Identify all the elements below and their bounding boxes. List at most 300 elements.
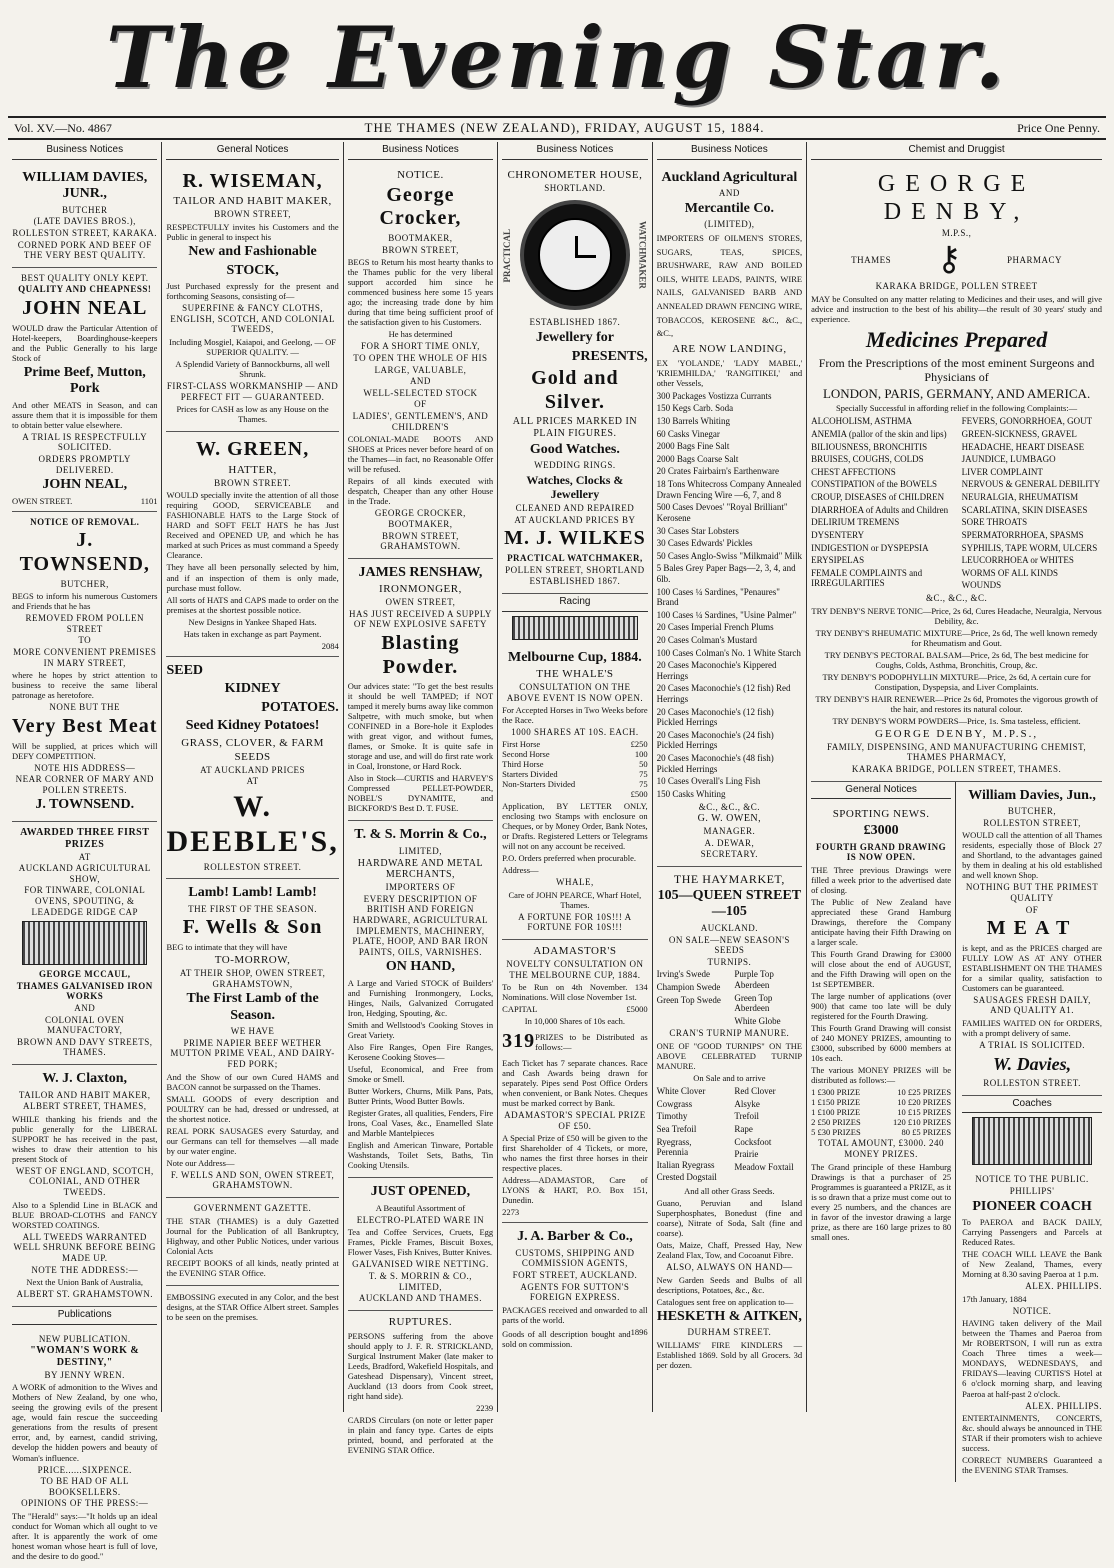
ad-line: CHRONOMETER HOUSE, (507, 168, 643, 181)
ad-body: A Splendid Variety of Bannockburns, all well Shrunk. (175, 358, 330, 379)
seed-item: Irving's Swede (656, 969, 711, 980)
section-header: Publications (12, 1307, 157, 1325)
seed-item: Green Top Swede (656, 994, 721, 1005)
ad-line: New and Fashionable (188, 244, 317, 259)
ad-line: TO-MORROW, (214, 953, 291, 966)
ad-line: PRACTICAL (502, 228, 513, 283)
ad-line: GALVANISED WIRE NETTING. (352, 1259, 489, 1270)
column-3 (344, 142, 498, 1455)
price: Price One Penny. (1017, 120, 1100, 135)
ad-line: ALBERT STREET, THAMES, (23, 1101, 147, 1112)
complaint-item: CROUP, DISEASES of CHILDREN (811, 492, 945, 503)
ad-body: Will be supplied, at prices which will DEFY COMPETITION. (12, 740, 158, 761)
ad-signature: T. & S. MORRIN & CO., LIMITED, (368, 1271, 472, 1292)
ad-line: BOOTMAKER, (388, 232, 453, 243)
ad-line: AT AUCKLAND PRICES (200, 764, 306, 775)
ad-line: FOR A SHORT TIME ONLY, (361, 341, 480, 352)
ad-line: IMPORTERS OF (385, 882, 456, 893)
ad-body: And other MEATS in Season, and can assure them that it is impossible for them to obtain better value elsewhere. (12, 399, 158, 430)
issue-date: THE THAMES (NEW ZEALAND), FRIDAY, AUGUST 15, 1884. (364, 120, 765, 135)
stock-item: 300 Packages Vostizza Currants (656, 390, 772, 401)
ad-line: NEAR CORNER OF MARY AND POLLEN STREETS. (15, 774, 154, 795)
seed-item: Timothy (656, 1111, 688, 1122)
ad-body: TRY DENBY'S PODOPHYLLIN MIXTURE—Price, 2s 6d, A certain cure for Constipation, Dyspepsia, and Liver Complaints. (822, 671, 1091, 692)
ad-line: EVERY DESCRIPTION OF BRITISH AND FOREIGN HARDWARE, AGRICULTURAL IMPLEMENTS, MACHINERY, PLATE, HOOP, AND BAR IRON PAINTS, OILS, VARNISHES. (352, 893, 489, 957)
ad-body: Address— (502, 865, 539, 876)
column-6 (807, 142, 1106, 1476)
stock-item: 2000 Bags Fine Salt (656, 441, 730, 452)
ad-line: TAILOR AND HABIT MAKER, (18, 1089, 151, 1100)
ad-body: A Large and Varied STOCK of Builders' and Furnishing Ironmongery, Locks, Hinges, Nails, Galvanized Corrugated Iron, Hedging, Spouting, &c. (347, 977, 494, 1018)
row-cell: Starters Divided (502, 769, 558, 780)
ad-title: M. J. WILKES (504, 527, 646, 550)
ad-signature: WHALE, (556, 877, 594, 888)
ad-line: AT (246, 776, 259, 787)
ad-line: DURHAM STREET. (687, 1327, 772, 1338)
ad-line: MORE CONVENIENT PREMISES IN MARY STREET, (13, 647, 157, 668)
row-cell: 5 £30 PRIZES (811, 1127, 861, 1138)
ad-body: P.O. Orders preferred when procurable. (502, 853, 636, 864)
stock-item: 20 Cases Maconochie's (12 fish) Pickled Herrings (656, 706, 774, 728)
ad-line: BUTCHER, (60, 578, 109, 589)
seed-item: Purple Top Aberdeen (734, 969, 774, 990)
ad-body: Also to a Splendid Line in BLACK and BLUE BROAD-CLOTHS and FANCY WORSTED COATINGS. (12, 1199, 158, 1230)
complaint-item: NEURALGIA, RHEUMATISM (961, 492, 1079, 503)
ad-body: Prices for CASH as low as any House on the Thames. (176, 404, 329, 425)
ad-line: POTATOES. (261, 699, 339, 715)
ad-ruptures (348, 1311, 493, 1462)
row-cell: Third Horse (502, 759, 544, 770)
ad-line: BROWN STREET, (382, 244, 459, 255)
ad-line: FOR TINWARE, COLONIAL OVENS, SPOUTING, & LEADEDGE RIDGE CAP (24, 885, 146, 917)
ad-line: REMOVED FROM POLLEN STREET (25, 613, 144, 634)
row-cell: 10 £15 PRIZES (897, 1107, 952, 1118)
stock-item: 150 Casks Whiting (656, 788, 726, 799)
ad-number: 2084 (321, 640, 339, 651)
section-header: General Notices (811, 782, 951, 800)
column-4 (498, 142, 652, 1412)
prize-row (502, 779, 647, 789)
complaint-item: CONSTIPATION of the BOWELS (811, 479, 938, 490)
ad-crocker (348, 164, 493, 559)
ad-body: Goods of all description bought and sold on commission. (502, 1328, 631, 1349)
ad-auckland-agricultural (657, 164, 802, 867)
ad-line: NONE BUT THE (49, 702, 121, 713)
ad-haymarket (657, 867, 802, 1377)
ad-pioneer-coach (962, 1169, 1102, 1482)
ad-line: Good Watches. (529, 441, 620, 457)
row-cell: 120 £10 PRIZES (892, 1117, 952, 1128)
ad-body: THE COACH WILL LEAVE the Bank of New Zealand, Thames, every Morning at 8.30 saving Paeroa at 1 p.m. (962, 1249, 1103, 1280)
ad-line: OWEN STREET. (12, 495, 73, 506)
ad-body: Register Grates, all qualities, Fenders, Fire Irons, Coal Vases, &c., Enamelled Slate and Marble Mantelpieces (347, 1108, 494, 1139)
ad-number: 1101 (140, 495, 158, 506)
row-cell: 100 (634, 749, 648, 760)
ad-signature: W. Davies, (992, 1053, 1072, 1074)
stock-item: 10 Cases Overall's Ling Fish (656, 776, 761, 787)
ad-line: ADAMASTOR'S SPECIAL PRIZE OF £50. (504, 1110, 646, 1131)
ad-william-davies (12, 164, 157, 268)
ad-line: THE FIRST OF THE SEASON. (188, 903, 318, 914)
ad-signature: JOHN NEAL, (42, 477, 128, 493)
ad-title: J. TOWNSEND, (19, 529, 150, 575)
ad-line: OF (1025, 904, 1039, 915)
ad-line: AUCKLAND. (700, 922, 758, 933)
ad-body: SMALL GOODS of every description and POULTRY can be had, dressed or undressed, at the shortest notice. (166, 1093, 339, 1124)
ad-wells (166, 879, 338, 1198)
complaint-item: BILIOUSNESS, BRONCHITIS (811, 441, 928, 452)
ad-title: George Crocker, (379, 183, 462, 230)
stove-illustration (22, 921, 147, 965)
ad-line: A TRIAL IS SOLICITED. (979, 1040, 1086, 1051)
stock-item: 20 Crates Fairbairn's Earthenware (656, 466, 779, 477)
key-icon: ⚷ (936, 241, 962, 279)
ad-line: ROLLESTON STREET. (203, 861, 302, 872)
ad-line: SEED (166, 662, 204, 678)
ad-line: STOCK, (226, 262, 279, 278)
ad-title: GEORGE MCCAUL, (38, 969, 131, 980)
ad-whale (502, 644, 647, 940)
ad-title: Mercantile Co. (684, 200, 774, 216)
ad-line: BROWN STREET. (214, 477, 291, 488)
ad-line: WE HAVE (230, 1026, 275, 1037)
ad-line: PRESENTS, (571, 348, 648, 364)
ad-line: OF (414, 399, 427, 410)
ad-line: CAPITAL (502, 1004, 538, 1015)
ad-body: ONE OF "GOOD TURNIPS" ON THE ABOVE CELEBRATED TURNIP MANURE. (656, 1041, 803, 1072)
ad-line: HARDWARE AND METAL MERCHANTS, (357, 857, 484, 881)
ad-body: RESPECTFULLY invites his Customers and the Public in general to inspect his (166, 221, 339, 242)
ad-line: F. WELLS AND SON, OWEN STREET, GRAHAMSTOWN. (170, 1169, 335, 1191)
complaint-item: ERYSIPELAS (811, 555, 865, 566)
ad-body: Tea and Coffee Services, Cruets, Egg Frames, Pickle Frames, Biscuit Boxes, Flower Vases, Fish Knives, Butter Knives. (347, 1227, 494, 1258)
ad-line: BEST QUALITY ONLY KEPT. (20, 272, 149, 283)
seed-list-left (657, 968, 725, 1027)
stock-item: 20 Cases Colman's Mustard (656, 635, 758, 645)
ad-line: PHARMACY (1007, 254, 1063, 265)
ad-body: Oats, Maize, Chaff, Pressed Hay, New Zealand Flax, Tow, and Cocoanut Fibre. (656, 1240, 803, 1261)
ad-body: EX 'YOLANDE,' 'LADY MABEL,' 'KRIEMHILDA,' 'RANGITIKEI,' and other Vessels, (656, 357, 803, 388)
ad-line: LIMITED, (398, 845, 443, 856)
ad-title: 105—QUEEN STREET—105 (657, 887, 802, 920)
ad-line: TURNIPS. (707, 956, 752, 967)
ad-body: Care of JOHN PEARCE, Wharf Hotel, Thames. (508, 889, 642, 910)
ad-morrin (348, 821, 493, 1178)
prize-list (811, 1087, 951, 1137)
ad-line: &C., &C., &C. (698, 801, 760, 812)
stock-item: 130 Barrels Whiting (656, 416, 730, 427)
ad-line: Seed Kidney Potatoes! (185, 718, 320, 734)
ad-body: Next the Union Bank of Australia, (26, 1277, 144, 1288)
row-cell: 1 £300 PRIZE (811, 1087, 861, 1098)
ad-body: The Grand principle of these Hamburg Drawings is that a purchaser of 25 Programmes is guaranteed a PRIZE, as it is so drawn that a prize must come out to every 25 numbers, and the chances are in favor of the investor drawing a large prize, as there are 160 large prizes to 80 small ones. (811, 1161, 952, 1242)
ad-title: Blasting Powder. (381, 632, 460, 678)
stock-item: 30 Cases Edwards' Pickles (656, 538, 753, 549)
complaint-item: LIVER COMPLAINT (961, 466, 1043, 477)
complaint-item: LEUCORRHOEA or WHITES (961, 555, 1074, 566)
ad-body: The Public of New Zealand have appreciated these Grand Hamburg Drawings, therefore the Company anticipate having their Fifth Drawing on a larger scale. (811, 897, 952, 948)
ad-signature: G. W. OWEN, (697, 813, 762, 825)
ad-townsend (12, 512, 157, 822)
masthead (8, 6, 1106, 116)
ad-body: For Accepted Horses in Two Weeks before the Race. (502, 705, 648, 726)
clock-icon (520, 200, 630, 310)
ad-body: Repairs of all kinds executed with despatch, Cheaper than any other House in the Trade. (347, 476, 494, 507)
ad-line: From the Prescriptions of the most eminent Surgeons and Physicians of (818, 355, 1095, 384)
ad-line: HATTER, (228, 463, 277, 476)
ad-line: NOTICE. (1012, 1305, 1052, 1316)
ad-body: He has determined (388, 329, 453, 340)
column-5 (653, 142, 807, 1412)
ad-line: AUCKLAND AND THAMES. (358, 1293, 482, 1304)
ad-line: KARAKA BRIDGE, POLLEN STREET, THAMES. (851, 763, 1062, 774)
stock-item: 20 Cases Maconochie's (48 fish) Pickled Herrings (656, 753, 774, 774)
ad-body: Our advices state: "To get the best results it should be well TAMPED; if NOT tamped it merely burns away like common Saltpetre, with much smoke, but when CONFINED in a Bore-hole it Explodes with great vigor, and without fumes, flames, or Smoke. It is quite safe in storage and use, and will do first rate work in Coal, Ironstone, or Hard Rock. (347, 681, 494, 772)
ad-line: BROWN STREET, GRAHAMSTOWN. (380, 530, 461, 552)
ad-line: (LATE DAVIES BROS.), (33, 216, 136, 227)
ad-line: THAMES (851, 254, 892, 265)
ad-title: 319 (502, 1030, 536, 1053)
ad-line: AND (74, 1002, 96, 1013)
ad-body: This Fourth Grand Drawing for £3000 will close about the end of AUGUST, and the Fifth Drawing will open on the 1st SEPTEMBER. (811, 949, 952, 990)
seed-item: Cocksfoot (734, 1136, 772, 1147)
ad-line: TAILOR AND HABIT MAKER, (173, 195, 332, 208)
row-cell: 1 £100 PRIZE (811, 1107, 861, 1118)
section-header: Business Notices (657, 142, 802, 160)
ad-line: AND (409, 376, 431, 387)
row-cell: 1 £150 PRIZE (811, 1097, 861, 1108)
ad-line: SUPERFINE & FANCY CLOTHS, ENGLISH, SCOTCH, AND COLONIAL TWEEDS, (170, 303, 335, 335)
prize-row (502, 739, 647, 749)
ad-signature: A. DEWAR, (704, 837, 755, 848)
ad-line: OPINIONS OF THE PRESS:— (21, 1498, 149, 1509)
ad-body: BEG to intimate that they will have (166, 941, 288, 952)
ad-body: New Designs in Yankee Shaped Hats. (188, 616, 317, 627)
stock-item: 30 Cases Star Lobsters (656, 525, 739, 536)
ad-line: ESTABLISHED 1867. (529, 317, 621, 328)
ad-line: FORT STREET, AUCKLAND. (512, 1270, 638, 1281)
ad-number: 1896 (630, 1326, 648, 1337)
ad-line: AT (78, 851, 91, 862)
ad-line: 1000 SHARES AT 10S. EACH. (511, 727, 639, 738)
ad-line: NOTE HIS ADDRESS— (34, 762, 136, 773)
seed-item: Italian Ryegrass (656, 1159, 715, 1170)
ad-body: REAL PORK SAUSAGES every Saturday, and our Germans can tell for themselves —all made by our water engine. (166, 1125, 339, 1156)
ad-adamastor (502, 940, 647, 1223)
ad-line: NOTICE. (397, 168, 444, 181)
columns (8, 142, 1106, 1562)
ad-body: Guano, Peruvian and Island Superphosphates, Bonedust (fine and coarse), Nitrate of Soda, Salt (fine and coarse). (656, 1198, 803, 1239)
ad-body: CARDS Circulars (on note or letter paper in plain and fancy type. Cartes de eipts printed, bound, and perforated at the EVENING STAR Office. (347, 1414, 494, 1455)
ad-title: Medicines Prepared (865, 326, 1048, 352)
ad-body: The "Herald" says:—"It holds up an ideal conduct for Woman which all ought to ve after. It is apparently the work of ome honest woman whose heart is full of love, and the desire to do good." (12, 1510, 158, 1562)
section-header: Racing (502, 594, 647, 612)
ad-line: A TRIAL IS RESPECTFULLY SOLICITED. (22, 431, 148, 453)
ad-line: THAMES GALVANISED IRON WORKS (16, 980, 153, 1002)
ad-line: ELECTRO-PLATED WARE IN (356, 1214, 485, 1225)
ad-body: is kept, and as the PRICES charged are FULLY LOW AS AT ANY OTHER ESTABLISHMENT ON THE THAMES for a similar quality, satisfaction to Customers can be guaranteed. (962, 942, 1103, 993)
coach-illustration (972, 1117, 1092, 1165)
ad-line: PHILLIPS' (1009, 1185, 1055, 1196)
ad-signature: ALEX. PHILLIPS. (1025, 1400, 1103, 1411)
row-cell: Non-Starters Divided (502, 779, 576, 790)
ad-title: Gold and Silver. (531, 367, 619, 413)
ad-body: In 10,000 Shares of 10s each. (524, 1016, 626, 1027)
complaint-item: FEMALE COMPLAINTS and IRREGULARITIES (811, 567, 923, 589)
ad-mccaul (12, 822, 157, 1065)
ad-title: JOHN NEAL (22, 297, 148, 320)
ad-body: HAVING taken delivery of the Mail between the Thames and Paeroa from Mr ROBERTSON, I will run as extra Coach Three times a week—MONDAYS, WEDNESDAYS, and FRIDAYS—leaving CURTIS'S Hotel at 6 o'clock morning sharp, and leaving Paeroa at half-past 2 o'clock. (962, 1318, 1103, 1399)
ad-body: EMBOSSING executed in any Color, and the best designs, at the STAR Office Albert street. Samples to be seen on the premises. (166, 1291, 339, 1322)
ad-body: Application, BY LETTER ONLY, enclosing two Stamps with enclosure on Cheques, or by Money Order, Bank Notes, or Drafts. Registered Letters or Telegrams will not on any account be received. (502, 801, 648, 852)
ad-line: NOVELTY CONSULTATION ON THE MELBOURNE CUP, 1884. (506, 959, 644, 980)
seed-item: Alsyke (734, 1098, 760, 1109)
ad-title: W. DEEBLE'S, (166, 789, 339, 859)
row-cell: £250 (630, 739, 648, 750)
stock-item: 20 Cases Maconochie's (24 fish) Pickled Herrings (656, 729, 774, 751)
ad-line: ALL PRICES MARKED IN PLAIN FIGURES. (512, 416, 638, 439)
prize-list (502, 739, 647, 789)
ad-line: COLONIAL OVEN MANUFACTORY, (45, 1014, 125, 1036)
seed-item: Cowgrass (656, 1098, 693, 1109)
section-header: Business Notices (502, 142, 647, 160)
ad-title: "WOMAN'S WORK & DESTINY," (30, 1345, 140, 1368)
ad-body: And the Show of our own Cured HAMS and BACON cannot be surpassed on the Thames. (166, 1071, 339, 1092)
ad-title: Very Best Meat (12, 714, 158, 737)
ad-line: £3000 (863, 823, 899, 839)
ad-davies-jun (962, 782, 1102, 1096)
ad-line: FOURTH GRAND DRAWING IS NOW OPEN. (816, 841, 947, 863)
ad-line: SEEDS (234, 750, 271, 763)
ad-line: BROWN AND DAVY STREETS, THAMES. (16, 1036, 153, 1058)
seed-item: Prairie (734, 1149, 759, 1160)
ad-title: Melbourne Cup, 1884. (508, 649, 642, 665)
ad-signature: ALEX. PHILLIPS. (1025, 1281, 1103, 1292)
column-2 (162, 142, 343, 1412)
stock-item: 20 Cases Maconochie's Kippered Herrings (656, 660, 777, 681)
ad-wilkes (502, 164, 647, 594)
ad-line: ROLLESTON STREET, (983, 817, 1081, 828)
stock-item: 18 Tons Whitecross Company Annealed Drawn Fencing Wire —6, 7, and 8 (656, 479, 802, 500)
stock-item: 100 Cases ¼ Sardines, "Usine Palmer" (656, 609, 797, 620)
ad-line: BY JENNY WREN. (44, 1369, 125, 1380)
ad-body: COLONIAL-MADE BOOTS AND SHOES at Prices never before heard of on the Thames—in fact, no Reasonable Offer will be refused. (347, 434, 494, 475)
ad-line: NOTICE OF REMOVAL. (30, 516, 140, 527)
stock-item: 2000 Bags Coarse Salt (656, 453, 739, 464)
ad-claxton (12, 1065, 157, 1307)
ad-line: ORDERS PROMPTLY DELIVERED. (38, 454, 131, 475)
ad-line: GRASS, CLOVER, & FARM (181, 736, 324, 749)
ad-line: NOTE THE ADDRESS:— (31, 1264, 139, 1275)
ad-body: WILLIAMS' FIRE KINDLERS —Established 1869. Sold by all Grocers. 3d per dozen. (656, 1339, 803, 1370)
ad-body: Address—ADAMASTOR, Care of LYONS & HART, P.O. Box 151, Dunedin. (502, 1175, 648, 1206)
ad-line: ROLLESTON STREET. (983, 1077, 1081, 1088)
complaint-item: SYPHILIS, TAPE WORM, ULCERS (961, 542, 1098, 553)
ad-line: NOTHING BUT THE PRIMEST QUALITY (965, 882, 1099, 903)
row-cell: Second Horse (502, 749, 550, 760)
complaint-item: GREEN-SICKNESS, GRAVEL (961, 429, 1077, 440)
ad-body: A Beautiful Assortment of (375, 1202, 466, 1213)
ad-line: £5000 (626, 1004, 648, 1015)
ad-line: AT THEIR SHOP, OWEN STREET, GRAHAMSTOWN, (179, 967, 326, 989)
ad-line: POLLEN STREET, SHORTLAND (505, 564, 645, 575)
ad-line: Jewellery for (535, 329, 614, 345)
ad-body: PERSONS suffering from the above should apply to J. F. R. STRICKLAND, Surgical Instrument Maker (late maker to Leeds, Bradford, Wakefield Hospitals, and Gateshead Dispensary), Vincent street, Auckland (13 doors from Cook street, right hand side). (347, 1330, 494, 1401)
ad-line: A FORTUNE FOR 10S!!! A FORTUNE FOR 10S!!! (518, 911, 632, 933)
ad-line: LONDON, PARIS, GERMANY, AND AMERICA. (822, 386, 1091, 402)
ad-body: To be Run on 4th November. 134 Nominations. Will close November 1st. (502, 982, 648, 1003)
ad-body: PRIZES to be Distributed as follows:— (535, 1032, 648, 1053)
ad-body: TRY DENBY'S HAIR RENEWER—Price 2s 6d, Promotes the vigorous growth of the hair, and restores its natural colour. (815, 693, 1098, 714)
row-cell: 2 £50 PRIZES (811, 1117, 861, 1128)
ad-title: ADAMASTOR'S (533, 945, 617, 958)
ad-title: Lamb! Lamb! Lamb! (188, 885, 317, 901)
ad-title: T. & S. Morrin & Co., (354, 827, 487, 843)
ad-line: (LIMITED), (704, 219, 755, 230)
ad-body: The large number of applications (over 900) that came too late will be duly registered for the Fourth Drawing. (811, 991, 952, 1022)
ad-sporting-news (811, 803, 951, 1248)
seed-list-left (657, 1085, 725, 1184)
prize-row (811, 1127, 951, 1137)
prize-row (811, 1097, 951, 1107)
ad-line: WEST OF ENGLAND, SCOTCH, COLONIAL, AND OTHER TWEEDS. (15, 1165, 154, 1198)
volume-number: Vol. XV.—No. 4867 (14, 120, 112, 135)
stock-item: 100 Cases ¼ Sardines, "Penaures" Brand (656, 586, 780, 608)
complaint-item: NERVOUS & GENERAL DEBILITY (961, 479, 1101, 490)
ad-body: The various MONEY PRIZES will be distributed as follows:— (811, 1065, 952, 1086)
ad-body: This Fourth Grand Drawing will consist of 240 MONEY PRIZES, amounting to £3000, subscribed by 6000 members at 10s each. (811, 1023, 952, 1064)
ad-title: RUPTURES. (388, 1315, 453, 1328)
ad-deeble (166, 657, 338, 880)
ad-title: THE HAYMARKET, (673, 871, 785, 886)
ad-body: Including Mosgiel, Kaiapoi, and Geelong, — OF SUPERIOR QUALITY. — (169, 336, 337, 357)
ad-wiseman (166, 164, 338, 432)
ad-barber (502, 1223, 647, 1356)
ad-body: THE STAR (THAMES) is a duly Gazetted Journal for the Publication of all Bankruptcy, Highway, and other Public Notices, under various Colonial Acts (166, 1215, 339, 1256)
ad-line: TO (78, 635, 92, 646)
seed-item: White Clover (656, 1086, 706, 1097)
ad-body: WOULD draw the Particular Attention of Hotel-keepers, Boardinghouse-keepers and the Public Generally to his large Stock of (12, 322, 158, 363)
ad-body: WHILE thanking his friends and the public generally for the LIBERAL SUPPORT he has received in the past, wishes to draw their attention to his present Stock of (12, 1113, 158, 1164)
section-header: Business Notices (12, 142, 157, 160)
ad-line: CONSULTATION ON THE ABOVE EVENT IS NOW OPEN. (506, 682, 644, 703)
seed-item: Sea Trefoil (656, 1123, 697, 1134)
section-header: General Notices (166, 142, 338, 160)
ad-line: CUSTOMS, SHIPPING AND COMMISSION AGENTS, (515, 1247, 635, 1269)
ad-line: SHORTLAND. (544, 182, 606, 193)
ad-body: They have all been personally selected by him, and if an inspection of them is only made, purchase must follow. (166, 562, 339, 593)
stock-item: 20 Cases Maconochie's (12 fish) Red Herrings (656, 683, 791, 705)
ad-line: ESTABLISHED 1867. (529, 576, 621, 587)
ad-line: AT AUCKLAND PRICES BY (514, 514, 636, 525)
prize-row (502, 769, 647, 779)
ad-line: SECRETARY. (700, 849, 759, 860)
ad-line: KARAKA BRIDGE, POLLEN STREET (875, 281, 1038, 292)
ad-body: RECEIPT BOOKS of all kinds, neatly printed at the EVENING STAR Office. (166, 1257, 339, 1278)
ad-body: FAMILIES WAITED ON for ORDERS, with a prompt delivery of same. (962, 1018, 1103, 1039)
ad-body: English and American Tinware, Portable Washstands, Toilet Sets, Baths, Tin Cooking Utensils. (347, 1140, 494, 1171)
complaint-item: SORE THROATS (961, 517, 1028, 528)
complaint-item: HEADACHE, HEART DISEASE (961, 441, 1085, 452)
complaint-item: WOUNDS (961, 580, 1002, 591)
ad-embossing (166, 1286, 338, 1329)
ad-line: LARGE, VALUABLE, (374, 364, 467, 375)
ad-body: where he hopes by strict attention to business to receive the same liberal patronage as heretofore. (12, 670, 158, 701)
ad-body: 17th January, 1884 (962, 1293, 1027, 1304)
prize-row (811, 1117, 951, 1127)
seed-item: Ryegrass, Perennia (656, 1136, 692, 1158)
seed-item: Crested Dogstail (656, 1172, 717, 1183)
